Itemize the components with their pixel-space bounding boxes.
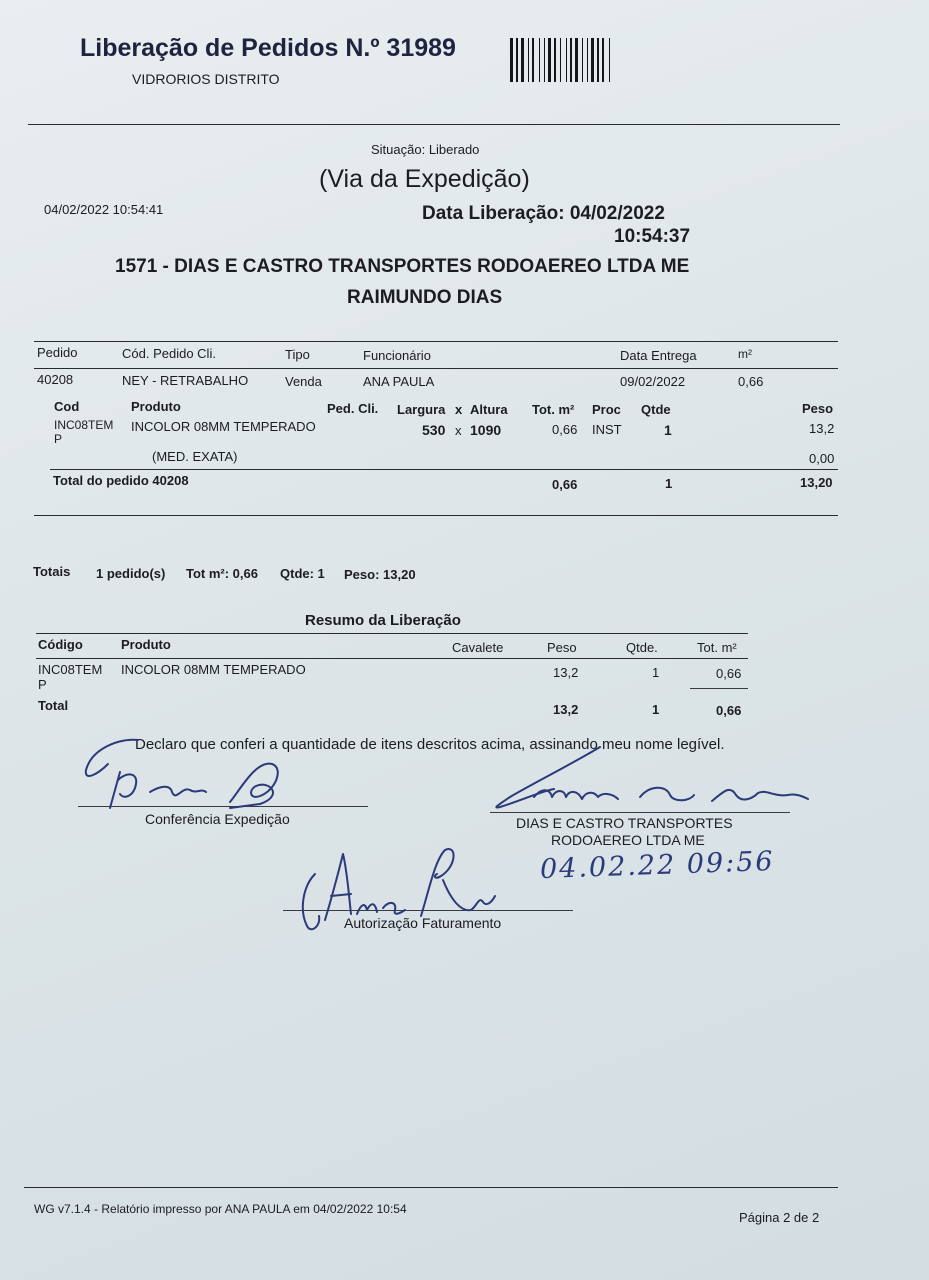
col-header-data-entrega: Data Entrega bbox=[620, 348, 697, 363]
item-x: x bbox=[455, 423, 462, 438]
item-width: 530 bbox=[422, 422, 446, 438]
print-datetime: 04/02/2022 10:54:41 bbox=[44, 202, 164, 217]
order-total-label: Total do pedido 40208 bbox=[53, 473, 189, 488]
copy-label: (Via da Expedição) bbox=[319, 165, 530, 193]
order-delivery-date: 09/02/2022 bbox=[620, 374, 686, 389]
client-label-line1: DIAS E CASTRO TRANSPORTES bbox=[516, 815, 733, 831]
order-section-end-line bbox=[34, 515, 838, 516]
item-header-proc: Proc bbox=[592, 402, 621, 417]
order-total-qty: 1 bbox=[665, 476, 673, 491]
totals-m2: Tot m²: 0,66 bbox=[186, 566, 258, 581]
summary-total-weight: 13,2 bbox=[553, 702, 579, 717]
order-employee: ANA PAULA bbox=[363, 374, 435, 389]
col-header-pedido: Pedido bbox=[37, 345, 78, 360]
table-top-line bbox=[34, 341, 838, 342]
item-weight: 13,2 bbox=[809, 421, 835, 436]
summary-total-label: Total bbox=[38, 698, 69, 713]
release-time: 10:54:37 bbox=[614, 226, 691, 247]
client-signature bbox=[490, 745, 820, 815]
footer-printed-by: WG v7.1.4 - Relatório impresso por ANA PAULA em 04/02/2022 10:54 bbox=[34, 1202, 407, 1216]
order-type: Venda bbox=[285, 374, 322, 389]
summary-header-product: Produto bbox=[121, 637, 171, 652]
col-header-tipo: Tipo bbox=[285, 347, 310, 362]
order-total-line bbox=[50, 469, 838, 470]
totals-orders: 1 pedido(s) bbox=[96, 566, 166, 581]
order-m2: 0,66 bbox=[738, 374, 764, 389]
header-underline bbox=[34, 368, 838, 369]
item-header-x: x bbox=[455, 402, 463, 417]
item-header-produto: Produto bbox=[131, 399, 181, 414]
summary-header-cavalete: Cavalete bbox=[452, 640, 504, 655]
footer-divider bbox=[24, 1187, 838, 1188]
item-extra-weight: 0,00 bbox=[809, 451, 835, 466]
conferencia-label: Conferência Expedição bbox=[145, 811, 290, 827]
client-contact: RAIMUNDO DIAS bbox=[347, 287, 503, 308]
summary-header-line bbox=[36, 658, 748, 659]
status-text: Situação: Liberado bbox=[371, 142, 480, 157]
declaration-text: Declaro que conferi a quantidade de itens descritos acima, assinando meu nome legível. bbox=[135, 736, 725, 753]
header-divider bbox=[28, 124, 840, 125]
summary-qty: 1 bbox=[652, 665, 660, 680]
order-number: 40208 bbox=[37, 372, 74, 387]
totals-qty: Qtde: 1 bbox=[280, 566, 325, 581]
item-tot-m2: 0,66 bbox=[552, 422, 578, 437]
totals-label: Totais bbox=[33, 564, 71, 579]
autorizacao-label: Autorização Faturamento bbox=[344, 915, 502, 931]
summary-top-line bbox=[36, 633, 748, 634]
footer-page: Página 2 de 2 bbox=[739, 1210, 820, 1225]
item-header-largura: Largura bbox=[397, 402, 446, 417]
summary-title: Resumo da Liberação bbox=[305, 612, 461, 629]
item-header-peso: Peso bbox=[802, 401, 834, 416]
summary-m2: 0,66 bbox=[716, 666, 742, 681]
summary-header-weight: Peso bbox=[547, 640, 577, 655]
item-product: INCOLOR 08MM TEMPERADO bbox=[131, 419, 316, 434]
summary-total-qty: 1 bbox=[652, 702, 660, 717]
item-code-line1: INC08TEM bbox=[54, 418, 114, 432]
order-total-m2: 0,66 bbox=[552, 477, 578, 492]
summary-total-m2: 0,66 bbox=[716, 703, 742, 718]
order-client-code: NEY - RETRABALHO bbox=[122, 373, 249, 388]
col-header-m2: m² bbox=[738, 347, 752, 361]
item-header-tot-m2: Tot. m² bbox=[532, 402, 575, 417]
client-name: 1571 - DIAS E CASTRO TRANSPORTES RODOAEREO LTDA ME bbox=[115, 256, 690, 277]
handwritten-date: 04.02.22 09:56 bbox=[539, 845, 776, 886]
item-proc: INST bbox=[592, 422, 622, 437]
client-label-line2: RODOAEREO LTDA ME bbox=[551, 832, 705, 848]
item-header-ped-cli: Ped. Cli. bbox=[327, 401, 379, 416]
item-height: 1090 bbox=[470, 422, 502, 438]
report-title: Liberação de Pedidos N.º 31989 bbox=[80, 34, 456, 62]
summary-header-qty: Qtde. bbox=[626, 640, 658, 655]
item-qty: 1 bbox=[664, 422, 672, 438]
summary-header-m2: Tot. m² bbox=[697, 640, 737, 655]
order-total-weight: 13,20 bbox=[800, 475, 833, 490]
item-header-cod: Cod bbox=[54, 399, 80, 414]
item-header-altura: Altura bbox=[470, 402, 508, 417]
summary-product: INCOLOR 08MM TEMPERADO bbox=[121, 662, 306, 677]
barcode bbox=[510, 38, 653, 82]
conferencia-signature bbox=[80, 730, 300, 815]
summary-row-line bbox=[690, 688, 748, 689]
summary-weight: 13,2 bbox=[553, 665, 579, 680]
item-code-line2: P bbox=[54, 432, 63, 446]
summary-code-line2: P bbox=[38, 677, 47, 692]
item-extra-label: (MED. EXATA) bbox=[152, 449, 238, 464]
summary-header-code: Código bbox=[38, 637, 83, 652]
release-date: Data Liberação: 04/02/2022 bbox=[422, 203, 665, 224]
company-name: VIDRORIOS DISTRITO bbox=[132, 71, 280, 87]
col-header-cod-cli: Cód. Pedido Cli. bbox=[122, 346, 216, 361]
item-header-qtde: Qtde bbox=[641, 402, 671, 417]
col-header-funcionario: Funcionário bbox=[363, 348, 431, 363]
summary-code-line1: INC08TEM bbox=[38, 662, 103, 677]
totals-weight: Peso: 13,20 bbox=[344, 567, 416, 582]
